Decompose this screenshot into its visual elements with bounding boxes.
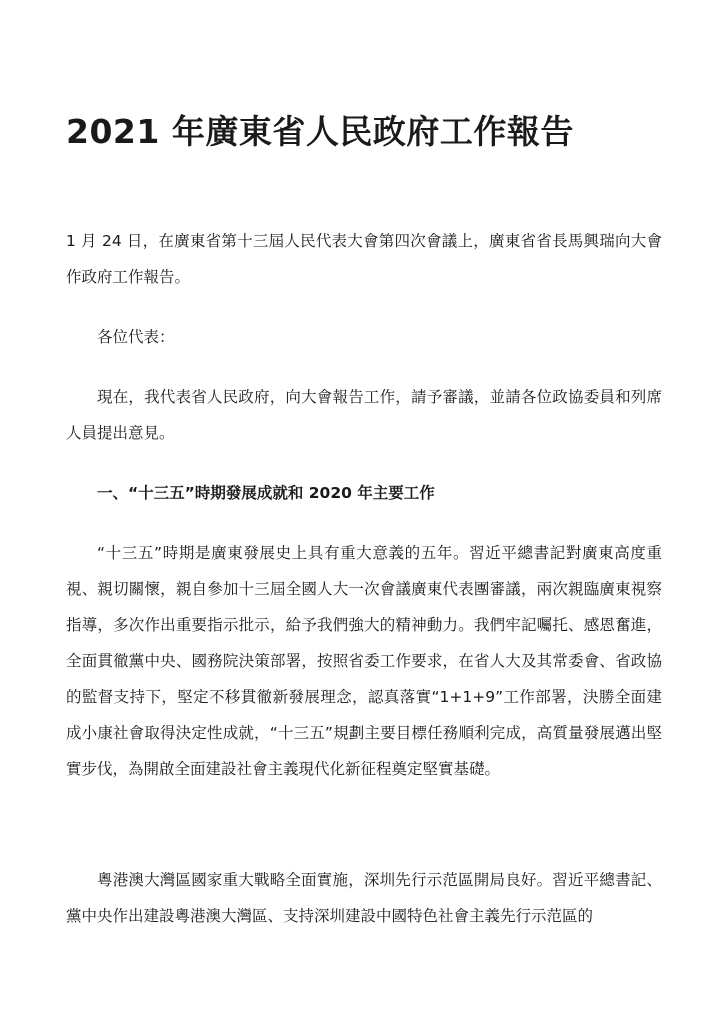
- opening-paragraph: 現在，我代表省人民政府，向大會報告工作，請予審議，並請各位政協委員和列席人員提出意見。: [66, 388, 662, 442]
- section-heading: 一、“十三五”時期發展成就和 2020 年主要工作: [97, 484, 435, 502]
- document-title: 2021 年廣東省人民政府工作報告: [66, 112, 574, 151]
- intro-paragraph: 1 月 24 日，在廣東省第十三屆人民代表大會第四次會議上，廣東省省長馬興瑞向大會作政府工作報告。: [66, 232, 662, 286]
- greeting-paragraph: 各位代表：: [97, 328, 175, 346]
- body-paragraph-1: “十三五”時期是廣東發展史上具有重大意義的五年。習近平總書記對廣東高度重視、親切關懷，親自參加十三屆全國人大一次會議廣東代表團審議，兩次親臨廣東視察指導，多次作出重要指示批示，給予我們強大的精神動力。我們牢記囑托、感恩奮進，全面貫徹黨中央、國務院決策部署，按照省委工作要求，在省人大及其常委會、省政協的監督支持下，堅定不移貫徹新發展理念，認真落實“1+1+9”工作部署，決勝全面建成小康社會取得決定性成就，“十三五”規劃主要目標任務順利完成，高質量發展邁出堅實步伐，為開啟全面建設社會主義現代化新征程奠定堅實基礎。: [66, 544, 662, 778]
- body-paragraph-2: 粵港澳大灣區國家重大戰略全面實施，深圳先行示范區開局良好。習近平總書記、黨中央作出建設粵港澳大灣區、支持深圳建設中國特色社會主義先行示范區的: [66, 871, 662, 925]
